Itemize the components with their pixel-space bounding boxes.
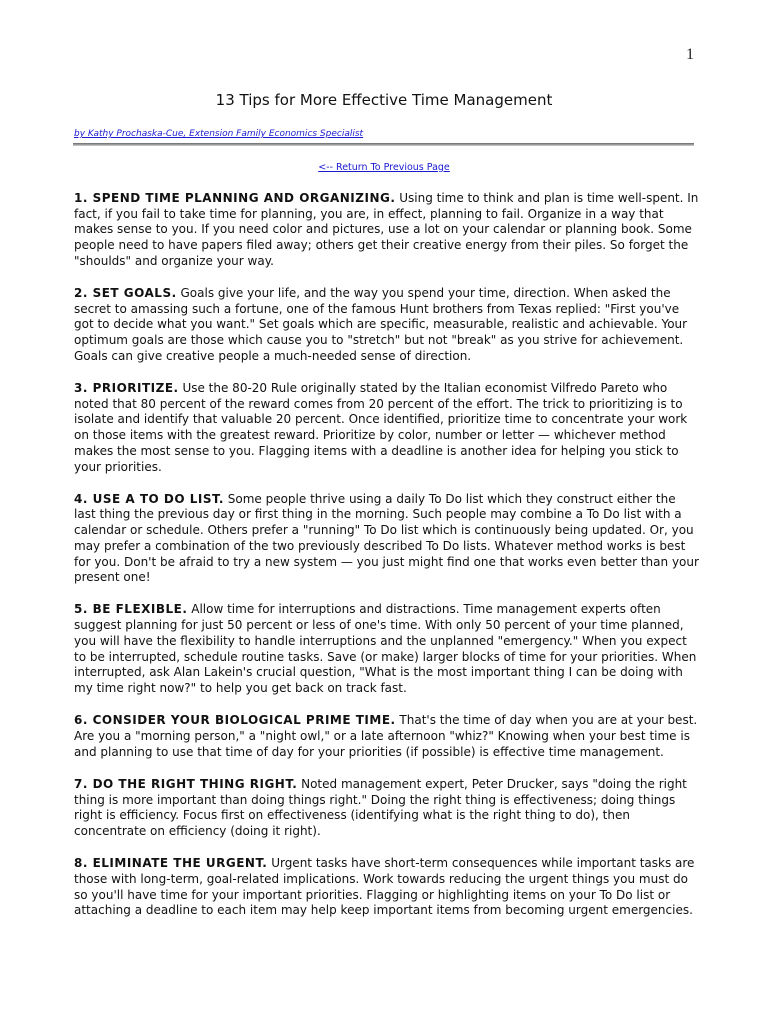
tip-body: Goals give your life, and the way you spend your time, direction. When asked the secret to amassing such a fortune, one of the famous Hunt brothers from Texas replied: "First you've got to decide what you want." Set goals which are specific, measurable, realistic and achievable. Your optimum goals are those which cause you to "stretch" but not "break" as you strive for achievement. Goals can give creative people a much-needed sense of direction. — [74, 286, 688, 363]
tip-heading: 7. DO THE RIGHT THING RIGHT. — [74, 776, 298, 791]
tip-heading: 1. SPEND TIME PLANNING AND ORGANIZING. — [74, 191, 396, 205]
author-byline-link[interactable]: by Kathy Prochaska-Cue, Extension Family Economics Specialist — [74, 129, 364, 139]
horizontal-rule — [73, 143, 694, 146]
tip-body: Noted management expert, Peter Drucker, says "doing the right thing is more important than doing things right." Doing the right thing is effectiveness; doing things right is efficiency. Focus first on effectiveness (identifying what is the right thing to do), then concentrate on efficiency (doing it right). — [74, 776, 687, 838]
tip-paragraph — [74, 777, 699, 840]
tip-body: Use the 80-20 Rule originally stated by the Italian economist Vilfredo Pareto who noted that 80 percent of the reward comes from 20 percent of the effort. The trick to prioritizing is to isolate and identify that valuable 20 percent. Once identified, prioritize time to concentrate your work on those items with the greatest reward. Prioritize by color, number or letter — whichever method makes the most sense to you. Flagging items with a deadline is another idea for helping you stick to your priorities. — [74, 381, 688, 474]
return-to-previous-page-link[interactable]: <-- Return To Previous Page — [318, 162, 450, 173]
tip-paragraph — [74, 602, 699, 696]
page-title: 13 Tips for More Effective Time Management — [215, 91, 553, 109]
tip-paragraph — [74, 856, 699, 919]
tip-heading: 2. SET GOALS. — [74, 286, 177, 301]
tip-body: That's the time of day when you are at your best. Are you a "morning person," a "night owl," or a late afternoon "whiz?" Knowing when your best time is and planning to use that time of day for your priorities (if possible) is effective time management. — [74, 713, 698, 759]
tip-paragraph — [74, 381, 699, 475]
tip-body: Allow time for interruptions and distractions. Time management experts often suggest planning for just 50 percent or less of one's time. With only 50 percent of your time planned, you will have the flexibility to handle interruptions and the unplanned "emergency." When you expect to be interrupted, schedule routine tasks. Save (or make) larger blocks of time for your priorities. When interrupted, ask Alan Lakein's crucial question, "What is the most important thing I can be doing with my time right now?" to help you get back on track fast. — [74, 602, 697, 695]
tip-paragraph — [74, 286, 699, 365]
tip-heading: 5. BE FLEXIBLE. — [74, 602, 188, 617]
tip-body: Using time to think and plan is time well-spent. In fact, if you fail to take time for planning, you are, in effect, planning to fail. Organize in a way that makes sense to you. If you need color and pictures, use a lot on your calendar or planning book. Some people need to have papers filed away; others get their creative energy from their piles. So forget the "shoulds" and organize your way. — [74, 191, 699, 268]
tip-paragraph — [74, 191, 699, 270]
tip-paragraph — [74, 713, 699, 760]
tip-body: Urgent tasks have short-term consequences while important tasks are those with long-term, goal-related implications. Work towards reducing the urgent things you must do so you'll have time for your important priorities. Flagging or highlighting items on your To Do list or attaching a deadline to each item may help keep important items from becoming urgent emergencies. — [74, 856, 695, 918]
tip-heading: 8. ELIMINATE THE URGENT. — [74, 856, 268, 871]
page-number: 1 — [686, 46, 694, 63]
tip-heading: 4. USE A TO DO LIST. — [74, 491, 224, 506]
tips-content — [74, 191, 699, 935]
tip-heading: 6. CONSIDER YOUR BIOLOGICAL PRIME TIME. — [74, 713, 396, 728]
tip-paragraph — [74, 492, 699, 586]
tip-body: Some people thrive using a daily To Do list which they construct either the last thing the previous day or first thing in the morning. Such people may combine a To Do list with a calendar or schedule. Others prefer a "running" To Do list which is continuously being updated. Or, you may prefer a combination of the two previously described To Do lists. Whatever method works is best for you. Don't be afraid to try a new system — you just might find one that works even better than your present one! — [74, 491, 699, 585]
tip-heading: 3. PRIORITIZE. — [74, 381, 179, 396]
